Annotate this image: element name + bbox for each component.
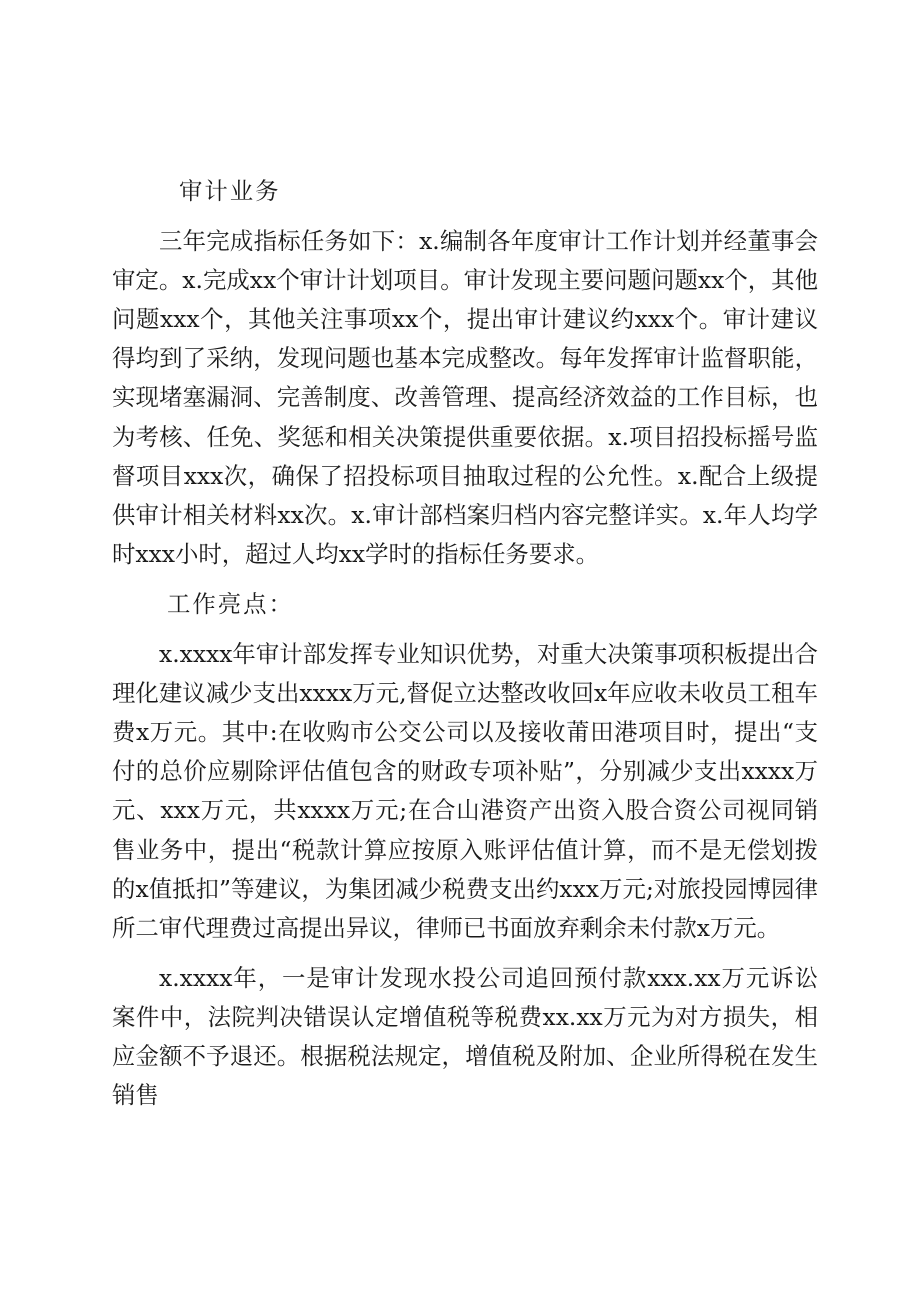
spacer (112, 574, 818, 585)
section-heading: 审计业务 (179, 177, 281, 205)
targets-paragraph: 三年完成指标任务如下：x.编制各年度审计工作计划并经董事会审定。x.完成xx个审计计划项目。审计发现主要问题问题xx个，其他问题xxx个，其他关注事项xx个，提出审计建议约xxx个。审计建议得均到了采纳，发现问题也基本完成整改。每年发挥审计监督职能，实现堵塞漏洞、完善制度、改善管理、提高经济效益的工作目标，也为考核、任免、奖惩和相关决策提供重要依据。x.项目招投标摇号监督项目xxx次，确保了招投标项目抽取过程的公允性。x.配合上级提供审计相关材料xx次。x.审计部档案归档内容完整详实。x.年人均学时xxx小时，超过人均xx学时的指标任务要求。 (112, 227, 818, 568)
highlight-paragraph-1: x.xxxx年审计部发挥专业知识优势，对重大决策事项积板提出合理化建议减少支出xxxx万元,督促立达整改收回x年应收未收员工租车费x万元。其中:在收购市公交公司以及接收莆田港项目时，提出“支付的总价应剔除评估值包含的财政专项补贴”，分别减少支出xxxx万元、xxx万元，共xxxx万元;在合山港资产出资入股合资公司视同销售业务中，提出“税款计算应按原入账评估值计算，而不是无偿划拨的x值抵扣”等建议，为集团减少税费支出约xxx万元;对旅投园博园律所二审代理费过高提出异议，律师已书面放弃剩余未付款x万元。 (112, 640, 818, 942)
spacer (112, 211, 818, 222)
highlight-paragraph-2: x.xxxx年，一是审计发现水投公司追回预付款xxx.xx万元诉讼案件中，法院判决错误认定增值税等税费xx.xx万元为对方损失，相应金额不予退还。根据税法规定，增值税及附加、企业所得税在发生销售 (112, 963, 818, 1110)
spacer (112, 948, 818, 959)
spacer (112, 624, 818, 635)
highlights-label: 工作亮点： (167, 589, 294, 618)
document-body (112, 172, 818, 1115)
